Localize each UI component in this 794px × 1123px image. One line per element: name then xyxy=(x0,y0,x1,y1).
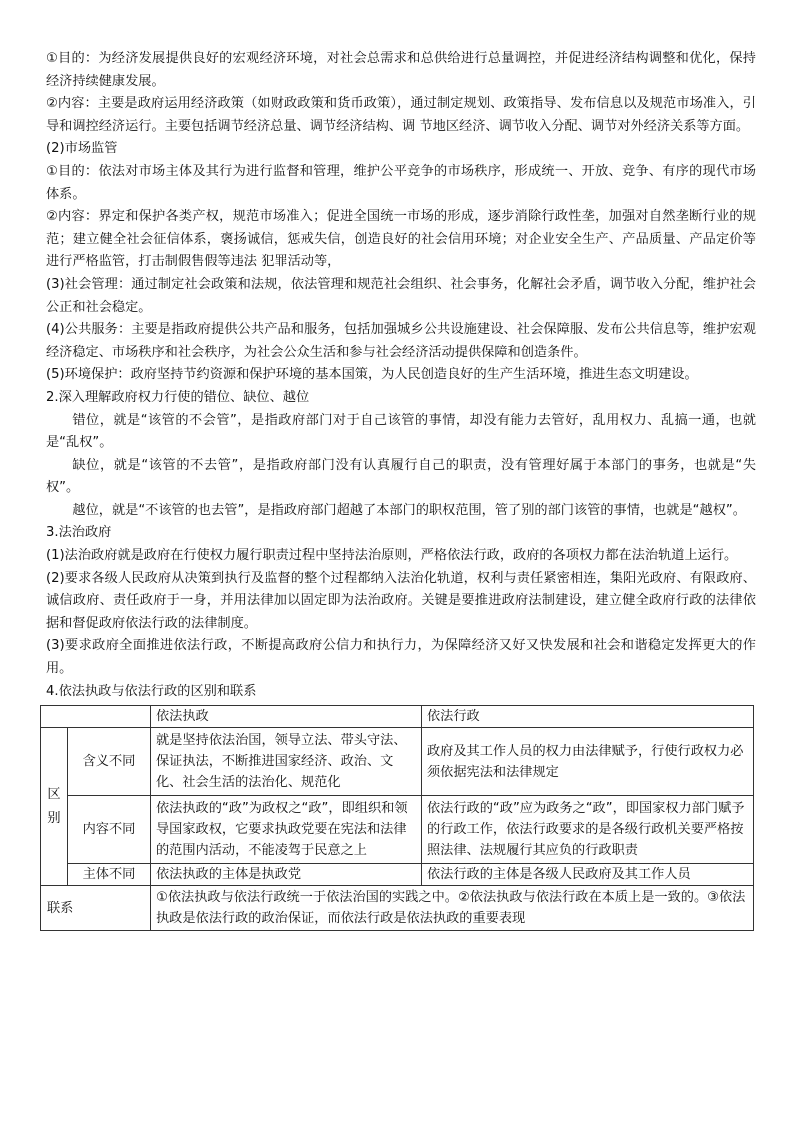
rule-of-law-point-2: (2)要求各级人民政府从决策到执行及监督的整个过程都纳入法治化轨道，权利与责任紧密相连，集阳光政府、有限政府、诚信政府、责任政府于一身，并用法律加以固定即为法治政府。关键是要推进政府法制建设，建立健全政府行政的法律依据和督促政府依法行政的法律制度。 xyxy=(46,570,756,631)
table-header-row xyxy=(41,706,754,728)
public-service: (4)公共服务：主要是指政府提供公共产品和服务，包括加强城乡公共设施建设、社会保障服、发布公共信息等，维护宏观经济稳定、市场秩序和社会秩序，为社会公众生活和参与社会经济活动提供保障和创造条件。 xyxy=(46,322,756,360)
table-cell: 政府及其工作人员的权力由法律赋予，行使行政权力必须依据宪法和法律规定 xyxy=(422,728,754,796)
macro-control-goal: ①目的：为经济发展提供良好的宏观经济环境，对社会总需求和总供给进行总量调控，并促进经济结构调整和优化，保持经济持续健康发展。 xyxy=(46,51,756,89)
table-corner-cell xyxy=(41,706,151,728)
comparison-table xyxy=(40,705,754,931)
table-cell: 就是坚持依法治国，领导立法、带头守法、保证执法，不断推进国家经济、政治、文化、社会生活的法治化、规范化 xyxy=(151,728,422,796)
row-label-link: 联系 xyxy=(41,886,151,931)
paragraph-misplacement: 错位，就是“该管的不会管”，是指政府部门对于自己该管的事情，却没有能力去管好，乱用权力、乱搞一通，也就是“乱权”。 xyxy=(46,412,756,451)
section-heading-power-misuse: 2.深入理解政府权力行使的错位、缺位、越位 xyxy=(46,389,310,405)
section-heading-comparison: 4.依法执政与依法行政的区别和联系 xyxy=(46,683,257,699)
table-cell: 依法执政的“政”为政权之“政”，即组织和领导国家政权，它要求执政党要在宪法和法律的范围内活动，不能凌驾于民意之上 xyxy=(151,796,422,864)
row-label: 内容不同 xyxy=(68,796,151,864)
table-cell: 依法行政的主体是各级人民政府及其工作人员 xyxy=(422,864,754,886)
section-heading-rule-of-law-government: 3.法治政府 xyxy=(46,525,112,541)
table-row xyxy=(41,728,754,796)
column-header-governance: 依法执政 xyxy=(151,706,422,728)
market-regulation-content: ②内容：界定和保护各类产权，规范市场准入；促进全国统一市场的形成，逐步消除行政性垄，加强对自然垄断行业的规范；建立健全社会征信体系，褒扬诚信，惩戒失信，创造良好的社会信用环境；对企业安全生产、产品质量、产品定价等进行严格监管，打击制假售假等违法 犯罪活动等， xyxy=(46,209,756,270)
market-regulation-heading: (2)市场监管 xyxy=(46,141,118,157)
group-label-difference: 区别 xyxy=(41,728,68,886)
column-header-administration: 依法行政 xyxy=(422,706,754,728)
market-regulation-goal: ①目的：依法对市场主体及其行为进行监督和管理，维护公平竞争的市场秩序，形成统一、开放、竞争、有序的现代市场体系。 xyxy=(46,163,756,202)
rule-of-law-point-1: (1)法治政府就是政府在行使权力履行职责过程中坚持法治原则，严格依法行政，政府的各项权力都在法治轨道上运行。 xyxy=(46,548,738,564)
table-row-link xyxy=(41,886,754,931)
social-management: (3)社会管理：通过制定社会政策和法规，依法管理和规范社会组织、社会事务，化解社会矛盾，调节收入分配，维护社会公正和社会稳定。 xyxy=(46,276,756,315)
row-label: 主体不同 xyxy=(68,864,151,886)
macro-control-content: ②内容：主要是政府运用经济政策（如财政政策和货币政策），通过制定规划、政策指导、发布信息以及规范市场准入，引导和调控经济运行。主要包括调节经济总量、调节经济结构、调 节地区经济、调节收入分配、调节对外经济关系等方面。 xyxy=(46,96,756,134)
table-row xyxy=(41,796,754,864)
table-row xyxy=(41,864,754,886)
environmental-protection: (5)环境保护：政府坚持节约资源和保护环境的基本国策，为人民创造良好的生产生活环境，推进生态文明建设。 xyxy=(46,367,698,383)
document-page xyxy=(46,48,756,931)
paragraph-absence: 缺位，就是“该管的不去管”，是指政府部门没有认真履行自己的职责，没有管理好属于本部门的事务，也就是“失权”。 xyxy=(46,457,756,496)
rule-of-law-point-3: (3)要求政府全面推进依法行政，不断提高政府公信力和执行力，为保障经济又好又快发展和社会和谐稳定发挥更大的作用。 xyxy=(46,638,756,677)
link-text: ①依法执政与依法行政统一于依法治国的实践之中。②依法执政与依法行政在本质上是一致的。③依法执政是依法行政的政治保证，而依法行政是依法执政的重要表现 xyxy=(151,886,754,931)
paragraph-overstep: 越位，就是“不该管的也去管”，是指政府部门超越了本部门的职权范围，管了别的部门该管的事情，也就是“越权”。 xyxy=(72,502,746,518)
row-label: 含义不同 xyxy=(68,728,151,796)
table-cell: 依法行政的“政”应为政务之“政”，即国家权力部门赋予的行政工作，依法行政要求的是各级行政机关要严格按照法律、法规履行其应负的行政职责 xyxy=(422,796,754,864)
table-cell: 依法执政的主体是执政党 xyxy=(151,864,422,886)
